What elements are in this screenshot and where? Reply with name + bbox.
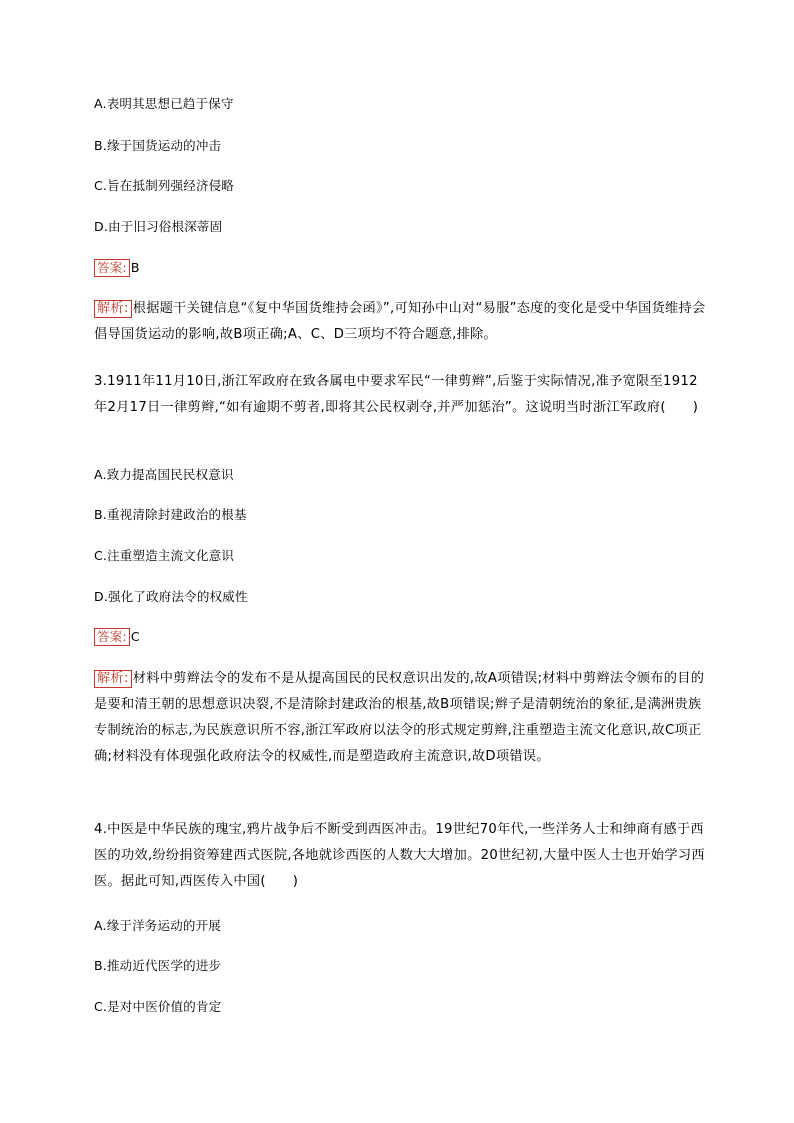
- answer-tag: 答案:: [94, 259, 130, 277]
- analysis-tag: 解析:: [94, 300, 132, 318]
- q3-answer: [94, 628, 140, 646]
- q2-option-b: B.缘于国货运动的冲击: [94, 138, 222, 153]
- q4-option-b: B.推动近代医学的进步: [94, 958, 222, 973]
- q3-option-a: A.致力提高国民民权意识: [94, 467, 234, 482]
- q4-option-c: C.是对中医价值的肯定: [94, 999, 222, 1014]
- q3-option-c: C.注重塑造主流文化意识: [94, 548, 235, 563]
- answer-value: C: [130, 629, 140, 644]
- q2-option-a: A.表明其思想已趋于保守: [94, 96, 234, 111]
- q4-stem: 4.中医是中华民族的瑰宝,鸦片战争后不断受到西医冲击。19世纪70年代,一些洋务人士和绅商有感于西医的功效,纷纷捐资筹建西式医院,各地就诊西医的人数大大增加。20世纪初,大量中医人士也开始学习西医。据此可知,西医传入中国( ): [94, 822, 705, 889]
- q3-option-b: B.重视清除封建政治的根基: [94, 507, 247, 522]
- q2-option-d: D.由于旧习俗根深蒂固: [94, 219, 223, 234]
- answer-tag: 答案:: [94, 628, 130, 646]
- q2-analysis: [94, 296, 706, 348]
- analysis-text: 根据题干关键信息“《复中华国货维持会函》”,可知孙中山对“易服”态度的变化是受中华国货维持会倡导国货运动的影响,故B项正确;A、C、D三项均不符合题意,排除。: [94, 301, 706, 342]
- q3-analysis: [94, 666, 706, 770]
- analysis-tag: 解析:: [94, 670, 132, 688]
- q2-option-c: C.旨在抵制列强经济侵略: [94, 178, 235, 193]
- q3-option-d: D.强化了政府法令的权威性: [94, 589, 248, 604]
- q4-option-a: A.缘于洋务运动的开展: [94, 918, 222, 933]
- q3-stem: 3.1911年11月10日,浙江军政府在致各属电中要求军民“一律剪辫”,后鉴于实际情况,准予宽限至1912年2月17日一律剪辫,“如有逾期不剪者,即将其公民权剥夺,并严加惩治”。这说明当时浙江军政府( ): [94, 374, 699, 415]
- q2-answer: [94, 259, 140, 277]
- answer-value: B: [130, 260, 140, 275]
- analysis-text: 材料中剪辫法令的发布不是从提高国民的民权意识出发的,故A项错误;材料中剪辫法令颁布的目的是要和清王朝的思想意识决裂,不是清除封建政治的根基,故B项错误;辫子是清朝统治的象征,是满洲贵族专制统治的标志,为民族意识所不容,浙江军政府以法令的形式规定剪辫,注重塑造主流文化意识,故C项正确;材料没有体现强化政府法令的权威性,而是塑造政府主流意识,故D项错误。: [94, 671, 705, 764]
